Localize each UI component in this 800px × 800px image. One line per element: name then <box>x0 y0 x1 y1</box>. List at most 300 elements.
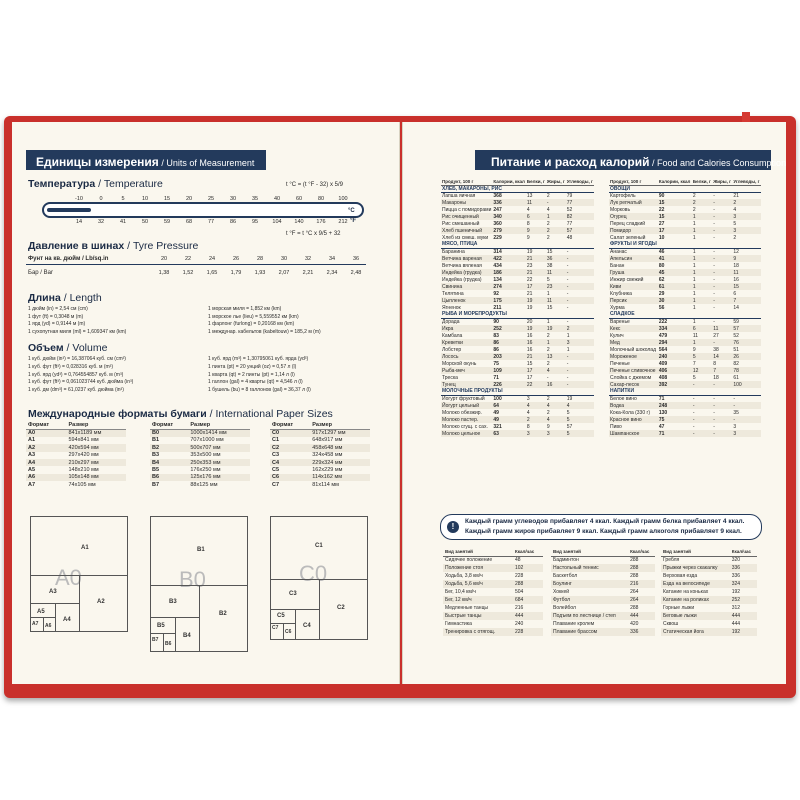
food-value: 20 <box>526 318 533 325</box>
table-row <box>441 269 594 276</box>
fahrenheit-tick: 95 <box>251 219 259 225</box>
food-value: - <box>712 402 732 409</box>
food-name: Баранина <box>442 248 465 255</box>
food-value: - <box>713 248 715 255</box>
food-value: 17 <box>526 374 533 381</box>
paper-diagram-c <box>270 516 368 640</box>
paper-format: A6 <box>26 474 67 481</box>
table-row <box>26 452 126 459</box>
food-value: 248 <box>658 402 692 409</box>
table-row <box>609 430 761 437</box>
table-row <box>609 311 761 318</box>
fahrenheit-tick: 32 <box>97 219 105 225</box>
food-name: Лук репчатый <box>609 199 658 206</box>
table-row <box>26 429 126 436</box>
food-value: - <box>712 297 732 304</box>
table-row <box>443 588 543 596</box>
food-value: 16 <box>526 332 533 339</box>
table-row <box>150 452 250 459</box>
activity-kcal: 192 <box>730 628 757 636</box>
food-value: - <box>713 262 715 269</box>
food-value: 1 <box>692 269 712 276</box>
table-row <box>609 199 761 206</box>
table-row <box>609 185 761 192</box>
food-value: 78 <box>732 367 761 374</box>
food-value: 2 <box>546 192 550 199</box>
table-row <box>609 262 761 269</box>
food-name: Хлеб из смеш. муки <box>442 234 489 241</box>
table-row <box>441 325 594 332</box>
banner-sep: / <box>158 158 167 168</box>
table-row <box>609 283 761 290</box>
volume-item: 1 куб. фут (ft³) = 0,028316 куб. м (m³) <box>28 363 113 370</box>
food-name: Ветчина вареная <box>441 255 492 262</box>
food-value: 240 <box>658 353 692 360</box>
food-value: 1 <box>692 283 712 290</box>
table-row <box>150 459 250 466</box>
activity-kcal: 336 <box>730 564 757 572</box>
food-value: 75 <box>493 360 499 367</box>
diagram-b2-label: B2 <box>219 611 227 617</box>
temperature-title-ru: Температура <box>28 178 96 190</box>
activity-kcal: 252 <box>730 596 757 604</box>
food-value: 47 <box>658 423 665 430</box>
bar-value: 1,52 <box>182 270 194 276</box>
food-value: 36 <box>546 255 566 262</box>
food-value: 3 <box>733 423 737 430</box>
psi-value: 20 <box>160 256 168 262</box>
table-row <box>609 395 761 402</box>
table-row <box>609 325 761 332</box>
activity-kcal: 192 <box>731 589 741 595</box>
table-row <box>661 556 757 564</box>
table-row <box>26 466 126 473</box>
paper-table-c <box>270 422 370 489</box>
food-value: 29 <box>658 290 665 297</box>
paper-title: Международные форматы бумаги / International Paper Sizes <box>28 408 333 420</box>
food-name: Кока-Кола (330 г) <box>610 409 650 416</box>
food-value: 52 <box>566 206 573 213</box>
food-value: - <box>566 248 569 255</box>
bar-value: 2,34 <box>326 270 338 276</box>
food-value: 6 <box>692 325 712 332</box>
food-header: Углеводы, г <box>566 178 593 184</box>
units-banner-title: Единицы измерения <box>36 155 159 169</box>
food-banner-subtitle: Food and Calories Consumption <box>657 158 787 168</box>
food-name: Помидор <box>609 227 658 234</box>
table-row <box>551 556 655 564</box>
paper-size: 500x707 мм <box>188 444 250 451</box>
table-row <box>661 620 757 628</box>
food-name: Красное вино <box>609 416 658 423</box>
food-value: 11 <box>712 325 732 332</box>
activity-name: Прыжки через скакалку <box>661 564 730 572</box>
food-name: Рис очищенный <box>441 213 492 220</box>
table-row <box>441 374 594 381</box>
food-name: Пиво <box>610 423 622 430</box>
paper-size: 105x148 мм <box>67 474 127 481</box>
activity-header: Вид занятий <box>443 548 513 556</box>
food-name: Мед <box>609 339 658 346</box>
table-row <box>441 304 594 311</box>
food-value: - <box>546 199 566 206</box>
food-category: РЫБА И МОРЕПРОДУКТЫ <box>441 311 594 318</box>
paper-format: A7 <box>28 481 36 488</box>
paper-size: 707x1000 мм <box>190 437 224 444</box>
activity-kcal: 216 <box>514 605 524 611</box>
food-value: - <box>712 227 732 234</box>
food-name: Огурец <box>609 213 658 220</box>
food-value: 2 <box>546 234 550 241</box>
food-value: 57 <box>732 325 761 332</box>
food-value: 479 <box>658 332 668 339</box>
table-row <box>441 339 594 346</box>
food-value: 2 <box>546 360 550 367</box>
tyre-title-ru: Давление в шинах <box>28 240 125 252</box>
table-row <box>609 374 761 381</box>
food-value: 1 <box>546 318 550 325</box>
activity-name: Настольный теннис <box>551 564 628 572</box>
length-item: 1 фарлонг (furlong) = 0,20168 км (km) <box>208 321 295 328</box>
food-value: 16 <box>526 339 546 346</box>
activity-name: Волейбол <box>553 605 576 611</box>
activity-name: Сидячее положение <box>445 557 493 564</box>
food-value: 336 <box>492 199 526 206</box>
activity-header: Вид занятий <box>551 548 628 556</box>
food-value: 1 <box>692 255 712 262</box>
food-value: 5 <box>692 353 712 360</box>
food-value: 71 <box>658 430 692 437</box>
activity-name: Беговые лыжи <box>661 612 730 620</box>
paper-size: 1000x1414 мм <box>188 429 250 436</box>
food-value: 422 <box>492 255 526 262</box>
celsius-tick: 30 <box>229 196 237 202</box>
info-icon: ! <box>447 521 459 533</box>
food-value: 5 <box>566 416 594 423</box>
food-value: - <box>713 290 715 297</box>
food-value: 226 <box>492 381 526 388</box>
diagram-a6-label: A6 <box>45 623 52 629</box>
food-name: Лобстер <box>442 346 462 353</box>
paper-size: 114x162 мм <box>310 474 370 481</box>
food-value: - <box>546 374 549 381</box>
food-value: 2 <box>546 332 550 339</box>
activity-kcal: 444 <box>513 612 543 620</box>
activity-kcal: 264 <box>628 596 655 604</box>
table-row <box>441 255 594 262</box>
table-row <box>551 588 655 596</box>
paper-format: C4 <box>270 459 310 466</box>
table-row <box>270 444 370 451</box>
table-row <box>551 580 655 588</box>
bar-value: 1,38 <box>158 270 170 276</box>
table-row <box>661 588 757 596</box>
food-value: 6 <box>733 290 737 297</box>
food-header: Углеводы, г <box>733 178 760 184</box>
volume-item: 1 куб. дм (dm³) = 61,0237 куб. дюйма (in³) <box>28 387 124 394</box>
activity-header: Ккал/час <box>628 548 655 556</box>
banner-sep-right: / <box>649 158 657 168</box>
food-value: 3 <box>732 227 761 234</box>
activity-name: Ходьба, 5,6 км/ч <box>443 580 513 588</box>
table-row <box>270 459 370 466</box>
fahrenheit-scale <box>68 218 357 225</box>
food-category: МЯСО, ПТИЦА <box>441 241 594 248</box>
food-value: 15 <box>546 248 553 255</box>
activity-kcal: 504 <box>514 589 524 595</box>
fahrenheit-tick: 14 <box>75 219 83 225</box>
food-value: - <box>566 262 569 269</box>
food-value: 229 <box>493 234 502 241</box>
food-value: 211 <box>493 304 502 311</box>
volume-title-en: Volume <box>72 342 108 354</box>
food-value: 9 <box>546 423 550 430</box>
food-value: 21 <box>526 269 546 276</box>
table-row <box>441 430 594 437</box>
food-value: - <box>566 290 569 297</box>
food-value: 5 <box>566 430 594 437</box>
food-value: 4 <box>546 416 566 423</box>
food-value: 3 <box>732 213 761 220</box>
food-value: 203 <box>492 353 526 360</box>
food-header: Жиры, г <box>546 178 565 184</box>
activity-name: Бег, 12 км/ч <box>443 596 513 604</box>
activity-kcal: 336 <box>731 573 741 579</box>
food-value: 19 <box>526 304 533 311</box>
fahrenheit-tick: 68 <box>185 219 193 225</box>
table-row <box>26 474 126 481</box>
food-table-1 <box>441 178 594 437</box>
food-name: Клубника <box>610 290 632 297</box>
food-value: 2 <box>733 234 737 241</box>
food-value: 19 <box>526 297 546 304</box>
table-row <box>441 213 594 220</box>
food-name: Молоко обезжир. <box>442 409 482 416</box>
diagram-a7-label: A7 <box>32 621 39 627</box>
table-row <box>551 612 655 620</box>
food-value: 22 <box>658 206 665 213</box>
food-value: - <box>713 318 715 325</box>
food-name: Печенье <box>610 360 630 367</box>
food-value: 340 <box>492 213 526 220</box>
table-row <box>441 290 594 297</box>
food-value: 186 <box>492 269 526 276</box>
food-value: 1 <box>566 346 570 353</box>
food-value: - <box>566 353 594 360</box>
food-name: Банан <box>610 262 625 269</box>
table-row <box>609 297 761 304</box>
food-value: 130 <box>658 409 668 416</box>
paper-format: A1 <box>28 437 36 444</box>
volume-item: 1 кварта (qt) = 2 пинты (pt) = 1,14 л (l) <box>208 371 295 378</box>
paper-format: B7 <box>152 481 160 488</box>
paper-col-size: Размер <box>188 422 250 429</box>
activity-kcal: 288 <box>630 557 639 564</box>
food-value: 15 <box>658 213 692 220</box>
table-row <box>150 429 250 436</box>
activity-name: Подъем по лестнице / степ <box>551 612 628 620</box>
food-value: 3 <box>526 395 530 402</box>
food-value: - <box>713 234 715 241</box>
fahrenheit-tick: 140 <box>294 219 304 225</box>
length-title-en: Length <box>69 292 102 304</box>
volume-item: 1 бушель (bu) = 8 галлонов (gal) = 36,37 л (l) <box>208 387 311 394</box>
food-value: 21 <box>733 192 739 199</box>
table-row <box>609 255 761 262</box>
food-value: - <box>712 381 732 388</box>
table-row <box>609 381 761 388</box>
food-value: 4 <box>546 367 566 374</box>
volume-item: 1 куб. фут (ft³) = 0,061023744 куб. дюйма (in³) <box>28 379 134 386</box>
food-value: 434 <box>493 262 502 269</box>
food-value: 71 <box>658 395 665 402</box>
food-value: 61 <box>733 374 739 381</box>
food-value: 18 <box>713 374 719 381</box>
table-row <box>661 604 757 612</box>
food-value: 1 <box>566 332 570 339</box>
food-value: 22 <box>526 276 533 283</box>
activity-name: Ходьба, 3,8 км/ч <box>445 573 483 579</box>
food-name: Молоко сгущ. с сах. <box>442 423 488 430</box>
paper-col-format: Формат <box>270 422 310 429</box>
food-name: Цыпленок <box>441 297 492 304</box>
activity-name: Статическая йога <box>661 628 730 636</box>
diagram-a3-label: A3 <box>49 589 57 595</box>
food-value: 82 <box>733 360 739 367</box>
table-row <box>661 596 757 604</box>
activity-kcal: 48 <box>514 557 521 564</box>
activity-kcal: 324 <box>730 580 757 588</box>
table-row <box>609 206 761 213</box>
food-value: 334 <box>658 325 692 332</box>
table-row <box>443 572 543 580</box>
table-row <box>661 572 757 580</box>
table-row <box>609 346 761 353</box>
diagram-a5-label: A5 <box>37 609 45 615</box>
food-value: 22 <box>526 381 546 388</box>
activity-name: Положение стоя <box>443 564 513 572</box>
activity-name: Езда на велосипеде <box>661 580 730 588</box>
food-value: 1 <box>692 276 696 283</box>
table-row <box>441 206 594 213</box>
food-value: 4 <box>566 402 594 409</box>
food-name: Перец сладкий <box>610 220 646 227</box>
table-row <box>270 437 370 444</box>
table-row <box>441 262 594 269</box>
food-value: 2 <box>692 206 696 213</box>
paper-format: B1 <box>152 437 160 444</box>
paper-size: 74x105 мм <box>68 481 96 488</box>
food-name: Йогурт фруктовый <box>442 395 485 402</box>
bar-value: 1,93 <box>254 270 266 276</box>
food-value: - <box>692 423 695 430</box>
food-value: 3 <box>526 430 546 437</box>
food-value: 79 <box>566 192 573 199</box>
food-value: 314 <box>493 248 502 255</box>
paper-format: C3 <box>272 452 280 459</box>
food-value: 2 <box>546 220 550 227</box>
food-value: 11 <box>546 297 566 304</box>
food-name: Молочный шоколад <box>610 346 657 353</box>
table-row <box>609 220 761 227</box>
food-value: 19 <box>566 395 573 402</box>
food-header: Калории, ккал <box>493 178 525 184</box>
units-banner-subtitle: Units of Measurement <box>166 158 255 168</box>
food-value: 2 <box>546 395 550 402</box>
diagram-b3-label: B3 <box>169 599 177 605</box>
table-row <box>441 409 594 416</box>
bar-value: 2,48 <box>350 270 362 276</box>
food-name: Кекс <box>609 325 658 332</box>
food-value: 8 <box>526 423 530 430</box>
table-row <box>661 580 757 588</box>
length-item: 1 морское лье (lieu) = 5,559552 км (km) <box>208 313 299 320</box>
table-row <box>441 360 594 367</box>
food-name: Лосось <box>441 353 492 360</box>
food-value: 38 <box>546 262 553 269</box>
food-category: МОЛОЧНЫЕ ПРОДУКТЫ <box>441 388 594 395</box>
table-row <box>609 304 761 311</box>
food-value: - <box>713 192 715 199</box>
table-row <box>441 367 594 374</box>
food-value: 222 <box>658 318 668 325</box>
activity-name: Плавание брассом <box>551 628 628 636</box>
paper-format: C6 <box>270 474 310 481</box>
activity-name: Катание на коньках <box>663 589 709 595</box>
food-value: 8 <box>526 220 530 227</box>
table-row <box>609 213 761 220</box>
paper-format: C7 <box>272 481 280 488</box>
food-name: Индейка (грудка) <box>441 269 492 276</box>
food-value: 1 <box>692 304 696 311</box>
volume-title: Объем / Volume <box>28 342 108 354</box>
celsius-tick: 20 <box>185 196 193 202</box>
food-value: 52 <box>733 332 739 339</box>
food-value: 4 <box>546 206 550 213</box>
food-name: Апельсин <box>609 255 658 262</box>
food-value: 1 <box>692 227 712 234</box>
table-row <box>551 596 655 604</box>
celsius-tick: -10 <box>75 196 83 202</box>
activity-table-1 <box>443 548 543 636</box>
diagram-c7-label: C7 <box>272 625 279 631</box>
paper-format: B6 <box>150 474 188 481</box>
paper-col-format: Формат <box>26 422 67 429</box>
food-value: 48 <box>566 234 573 241</box>
diagram-c5-label: C5 <box>277 613 285 619</box>
activity-kcal: 312 <box>731 605 741 611</box>
paper-size: 420x594 мм <box>67 444 127 451</box>
activity-kcal: 444 <box>730 612 757 620</box>
food-value: - <box>733 395 735 402</box>
activity-kcal: 288 <box>630 573 639 579</box>
food-name: Индейка (грудка) <box>442 276 482 283</box>
food-value: 5 <box>733 220 737 227</box>
table-row <box>441 353 594 360</box>
table-row <box>551 628 655 636</box>
food-value: 30 <box>658 297 692 304</box>
table-row <box>441 185 594 192</box>
food-value: 2 <box>692 192 696 199</box>
food-value: - <box>713 220 715 227</box>
food-value: - <box>692 402 712 409</box>
diagram-a1-label: A1 <box>81 545 89 551</box>
food-value: 64 <box>492 402 526 409</box>
activity-kcal: 102 <box>513 564 543 572</box>
food-value: 4 <box>526 402 546 409</box>
table-row <box>26 444 126 451</box>
table-row <box>609 367 761 374</box>
